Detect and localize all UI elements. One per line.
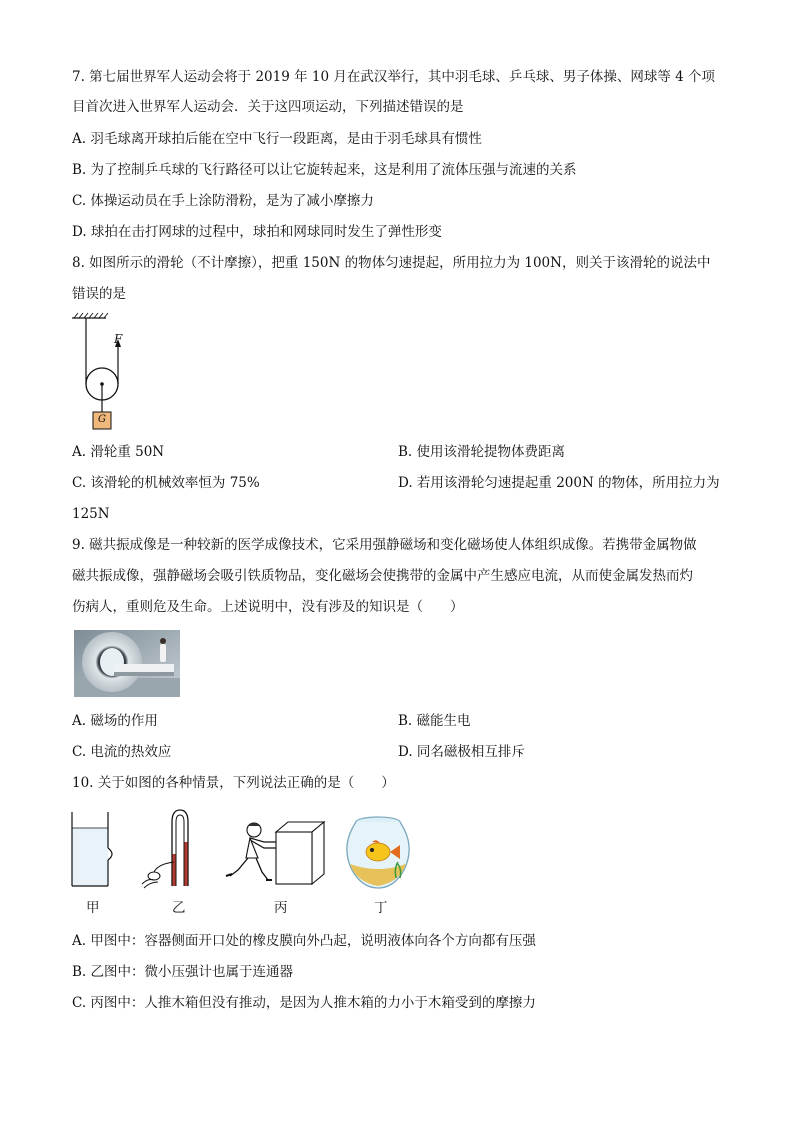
q8-option-b: B. 使用该滑轮提物体费距离	[398, 444, 566, 460]
q7-stem-line1: 7. 第七届世界军人运动会将于 2019 年 10 月在武汉举行，其中羽毛球、乒乓球、男子体操、网球等 4 个项	[72, 69, 716, 85]
figure-label-ding: 丁	[374, 900, 388, 916]
q9-stem-line3: 伤病人，重则危及生命。上述说明中，没有涉及的知识是（ ）	[72, 599, 464, 615]
mri-photo	[74, 630, 180, 697]
q10-stem: 10. 关于如图的各种情景，下列说法正确的是（ ）	[72, 775, 395, 791]
container-figure	[68, 808, 120, 890]
q7-option-a: A. 羽毛球离开球拍后能在空中飞行一段距离，是由于羽毛球具有惯性	[72, 131, 482, 147]
q8-stem-line2: 错误的是	[72, 286, 126, 302]
q9-stem-line1: 9. 磁共振成像是一种较新的医学成像技术，它采用强静磁场和变化磁场使人体组织成像。若携带金属物做	[72, 537, 697, 553]
q8-stem-line1: 8. 如图所示的滑轮（不计摩擦），把重 150N 的物体匀速提起，所用拉力为 100N，则关于该滑轮的说法中	[72, 255, 711, 271]
q9-option-d: D. 同名磁极相互排斥	[398, 744, 525, 760]
q8-option-d-continued: 125N	[72, 506, 110, 522]
push-box-figure	[224, 818, 330, 888]
figure-label-jia: 甲	[86, 900, 100, 916]
q7-stem-line2: 目首次进入世界军人运动会．关于这四项运动，下列描述错误的是	[72, 99, 464, 115]
q10-option-c: C. 丙图中：人推木箱但没有推动，是因为人推木箱的力小于木箱受到的摩擦力	[72, 995, 536, 1011]
q10-option-a: A. 甲图中：容器侧面开口处的橡皮膜向外凸起，说明液体向各个方向都有压强	[72, 933, 536, 949]
pressure-gauge-figure	[138, 806, 204, 892]
fishbowl-figure	[338, 812, 418, 892]
q10-option-b: B. 乙图中：微小压强计也属于连通器	[72, 964, 294, 980]
q9-option-b: B. 磁能生电	[398, 713, 471, 729]
force-label: F	[114, 332, 123, 346]
q8-option-c: C. 该滑轮的机械效率恒为 75%	[72, 475, 260, 491]
q8-option-d: D. 若用该滑轮匀速提起重 200N 的物体，所用拉力为	[398, 475, 720, 491]
q7-option-b: B. 为了控制乒乓球的飞行路径可以让它旋转起来，这是利用了流体压强与流速的关系	[72, 162, 577, 178]
figure-label-bing: 丙	[274, 900, 288, 916]
q9-stem-line2: 磁共振成像，强静磁场会吸引铁质物品，变化磁场会使携带的金属中产生感应电流，从而使金属发热而灼	[72, 568, 693, 584]
q9-option-a: A. 磁场的作用	[72, 713, 158, 729]
q7-option-c: C. 体操运动员在手上涂防滑粉，是为了减小摩擦力	[72, 193, 374, 209]
figure-label-yi: 乙	[172, 900, 186, 916]
q9-option-c: C. 电流的热效应	[72, 744, 172, 760]
q7-option-d: D. 球拍在击打网球的过程中，球拍和网球同时发生了弹性形变	[72, 224, 442, 240]
weight-label: G	[98, 414, 106, 425]
q8-option-a: A. 滑轮重 50N	[72, 444, 165, 460]
